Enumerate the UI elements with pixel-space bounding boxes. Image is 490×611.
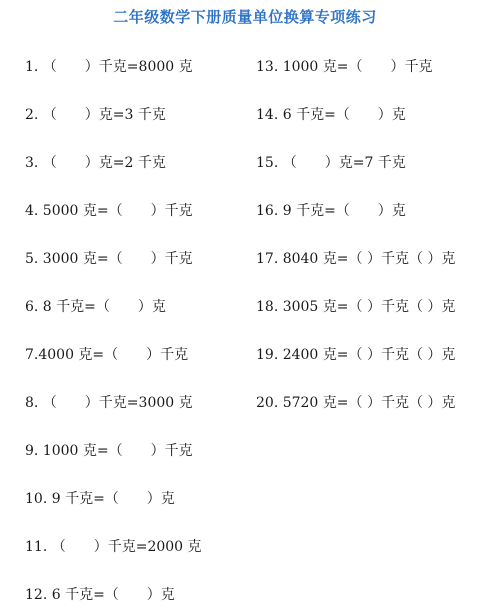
question-5: 5. 3000 克=（ ）千克 [25,251,193,267]
question-18: 18. 3005 克=（ ）千克（ ）克 [256,299,456,315]
question-7: 7.4000 克=（ ）千克 [25,347,189,363]
question-4: 4. 5000 克=（ ）千克 [25,203,193,219]
question-1: 1. （ ）千克=8000 克 [25,59,193,75]
question-6: 6. 8 千克=（ ）克 [25,299,166,315]
question-15: 15. （ ）克=7 千克 [256,155,406,171]
question-12: 12. 6 千克=（ ）克 [25,587,175,603]
question-20: 20. 5720 克=（ ）千克（ ）克 [256,395,456,411]
question-11: 11. （ ）千克=2000 克 [25,539,202,555]
question-9: 9. 1000 克=（ ）千克 [25,443,193,459]
question-14: 14. 6 千克=（ ）克 [256,107,406,123]
question-2: 2. （ ）克=3 千克 [25,107,166,123]
question-17: 17. 8040 克=（ ）千克（ ）克 [256,251,456,267]
question-19: 19. 2400 克=（ ）千克（ ）克 [256,347,456,363]
question-13: 13. 1000 克=（ ）千克 [256,59,433,75]
question-10: 10. 9 千克=（ ）克 [25,491,175,507]
page-title: 二年级数学下册质量单位换算专项练习 [113,8,377,26]
question-3: 3. （ ）克=2 千克 [25,155,166,171]
question-8: 8. （ ）千克=3000 克 [25,395,193,411]
question-16: 16. 9 千克=（ ）克 [256,203,406,219]
